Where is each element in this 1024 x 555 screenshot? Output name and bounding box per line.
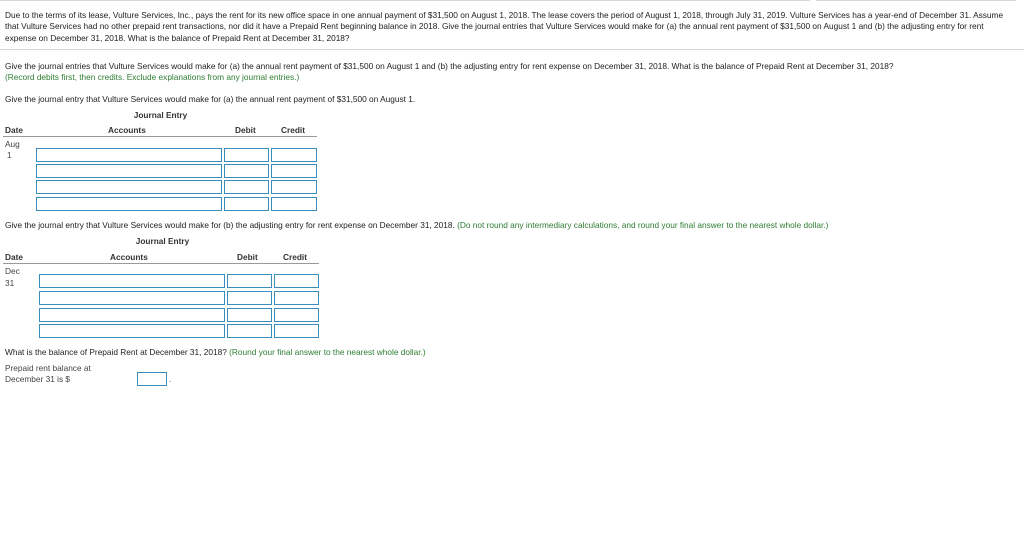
part-a-table-title: Journal Entry — [133, 110, 188, 120]
part-b-debit-input-1[interactable] — [227, 274, 272, 288]
part-b-col-credit: Credit — [283, 252, 307, 262]
prepaid-rent-label-line-2: December 31 is $ — [5, 374, 71, 384]
part-b-credit-input-1[interactable] — [274, 274, 319, 288]
prepaid-rent-period: . — [169, 374, 172, 384]
problem-statement: Due to the terms of its lease, Vulture Services, Inc., pays the rent for its new office space in one annual payment of $31,500 on August 1, 2018. The lease covers the period of August 1, 2018, through July 31, 2019. Vulture Services has a year-end of December 31. Assume that Vulture Services had no other prepaid rent transactions, nor did it have a Prepaid Rent beginning balance in 2018. Give the journal entries that Vulture Services would make for (a) the annual rent payment of $31,500 on August 1 and (b) the adjusting entry for rent expense on December 31, 2018. What is the balance of Prepaid Rent at December 31, 2018? — [5, 10, 1004, 43]
part-a-account-input-4[interactable] — [36, 197, 222, 211]
part-b-prompt: Give the journal entry that Vulture Services would make for (b) the adjusting entry for rent expense on December 31, 2018. — [5, 220, 455, 230]
part-b-account-input-4[interactable] — [39, 324, 225, 338]
part-a-account-input-2[interactable] — [36, 164, 222, 178]
part-b-account-input-1[interactable] — [39, 274, 225, 288]
part-b-col-debit: Debit — [237, 252, 258, 262]
part-b-header-rule — [3, 263, 319, 264]
part-b-credit-input-3[interactable] — [274, 308, 319, 322]
part-a-col-accounts: Accounts — [108, 125, 146, 135]
part-a-account-input-3[interactable] — [36, 180, 222, 194]
prepaid-rent-label-line-1: Prepaid rent balance at — [5, 363, 91, 373]
part-a-header-rule — [3, 136, 317, 137]
part-b-account-input-2[interactable] — [39, 291, 225, 305]
part-a-account-input-1[interactable] — [36, 148, 222, 162]
part-b-date-month: Dec — [5, 266, 20, 276]
part-b-date-day: 31 — [5, 278, 15, 288]
part-a-credit-input-3[interactable] — [271, 180, 317, 194]
part-c-prompt-line — [5, 347, 905, 358]
part-b-debit-input-2[interactable] — [227, 291, 272, 305]
part-b-credit-input-4[interactable] — [274, 324, 319, 338]
part-c-hint: (Round your final answer to the nearest whole dollar.) — [229, 347, 426, 357]
part-a-debit-input-4[interactable] — [224, 197, 269, 211]
part-c-prompt: What is the balance of Prepaid Rent at December 31, 2018? — [5, 347, 227, 357]
part-b-table-title: Journal Entry — [135, 236, 190, 246]
part-a-credit-input-4[interactable] — [271, 197, 317, 211]
part-a-col-credit: Credit — [281, 125, 305, 135]
part-a-debit-input-2[interactable] — [224, 164, 269, 178]
part-a-col-debit: Debit — [235, 125, 256, 135]
part-a-col-date: Date — [5, 125, 23, 135]
part-b-prompt-line — [5, 220, 1020, 231]
part-b-credit-input-2[interactable] — [274, 291, 319, 305]
part-a-date-month: Aug — [5, 139, 20, 149]
part-b-col-accounts: Accounts — [110, 252, 148, 262]
prepaid-rent-balance-input[interactable] — [137, 372, 167, 386]
part-a-date-day: 1 — [7, 150, 12, 160]
divider — [0, 49, 1024, 50]
question-instruction: (Record debits first, then credits. Exclude explanations from any journal entries.) — [5, 72, 300, 82]
part-a-debit-input-1[interactable] — [224, 148, 269, 162]
part-a-debit-input-3[interactable] — [224, 180, 269, 194]
part-a-credit-input-2[interactable] — [271, 164, 317, 178]
part-a-credit-input-1[interactable] — [271, 148, 317, 162]
top-border — [0, 0, 1024, 6]
part-b-debit-input-4[interactable] — [227, 324, 272, 338]
part-b-account-input-3[interactable] — [39, 308, 225, 322]
part-b-hint: (Do not round any intermediary calculations, and round your final answer to the nearest whole dollar.) — [457, 220, 829, 230]
part-b-debit-input-3[interactable] — [227, 308, 272, 322]
part-b-col-date: Date — [5, 252, 23, 262]
question-text: Give the journal entries that Vulture Services would make for (a) the annual rent payment of $31,500 on August 1 and (b) the adjusting entry for rent expense on December 31, 2018. What is the balance of Prepaid Rent at December 31, 2018? — [5, 61, 894, 71]
part-a-prompt: Give the journal entry that Vulture Services would make for (a) the annual rent payment of $31,500 on August 1. — [5, 94, 416, 104]
